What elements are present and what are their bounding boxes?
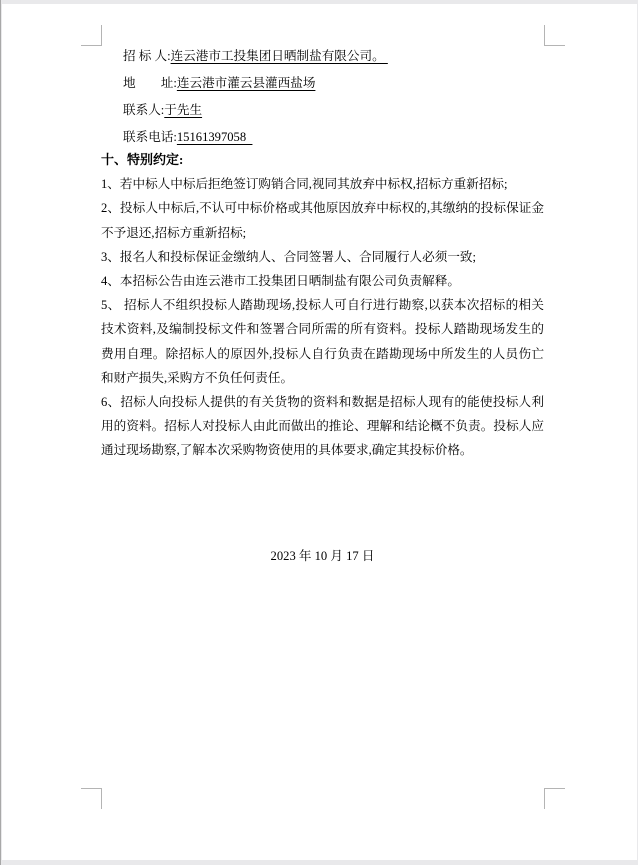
contact-block	[101, 43, 544, 151]
clause-1: 1、若中标人中标后拒绝签订购销合同,视同其放弃中标权,招标方重新招标;	[101, 177, 508, 192]
contact-person-label: 联系人:	[123, 103, 165, 117]
tenderer-label: 招 标 人:	[123, 49, 171, 63]
section-heading: 十、特别约定:	[101, 152, 184, 167]
contact-person-value: 于先生	[164, 103, 203, 117]
word-page[interactable]	[2, 4, 637, 860]
address-value: 连云港市灌云县灌西盐场	[176, 76, 316, 90]
date-line: 2023 年 10 月 17 日	[270, 548, 375, 563]
clause-3: 3、报名人和投标保证金缴纳人、合同签署人、合同履行人必须一致;	[101, 249, 477, 264]
tenderer-field	[123, 43, 544, 70]
text-boundary-mark-bottom-left	[81, 788, 102, 809]
contact-person-field	[123, 97, 544, 124]
clause-6: 6、招标人向投标人提供的有关货物的资料和数据是招标人现有的能使投标人利用的资料。招标人对投标人由此而做出的推论、理解和结论概不负责。投标人应通过现场勘察,了解本次采购物资使用的具体要求,确定其投标价格。	[101, 395, 544, 458]
text-boundary-mark-top-right	[544, 25, 565, 46]
text-boundary-mark-bottom-right	[544, 788, 565, 809]
address-field	[123, 70, 544, 97]
page-content	[101, 43, 544, 568]
phone-label: 联系电话:	[123, 130, 177, 144]
clause-4: 4、本招标公告由连云港市工投集团日晒制盐有限公司负责解释。	[101, 274, 460, 289]
phone-field	[123, 124, 544, 151]
phone-value: 15161397058	[176, 130, 253, 144]
clause-2: 2、投标人中标后,不认可中标价格或其他原因放弃中标权的,其缴纳的投标保证金不予退还,招标方重新招标;	[101, 201, 544, 240]
text-boundary-mark-top-left	[81, 25, 102, 46]
special-provisions-section	[101, 148, 544, 463]
tenderer-value: 连云港市工投集团日晒制盐有限公司。	[170, 49, 388, 63]
clause-5: 5、 招标人不组织投标人踏勘现场,投标人可自行进行勘察,以获本次招标的相关技术资料,及编制投标文件和签署合同所需的所有资料。投标人踏勘现场发生的费用自理。除招标人的原因外,投标人自行负责在踏勘现场中所发生的人员伤亡和财产损失,采购方不负任何责任。	[101, 298, 544, 385]
address-label: 地 址:	[123, 76, 177, 90]
